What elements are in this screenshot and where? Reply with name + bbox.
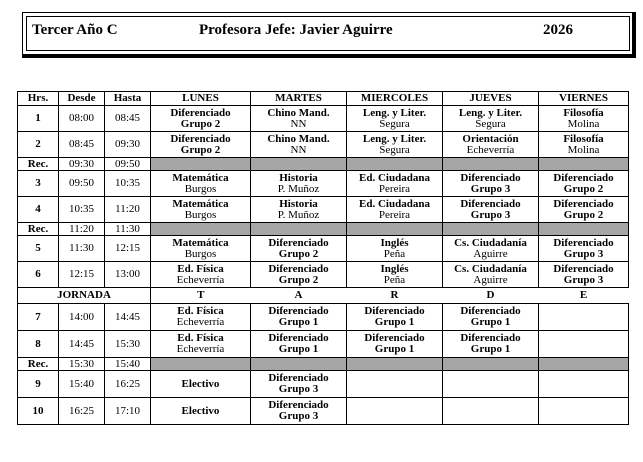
jornada-letter: A <box>251 288 347 304</box>
class-cell-miercoles <box>347 371 443 398</box>
group-label: Grupo 2 <box>278 273 319 286</box>
class-cell-martes <box>251 304 347 331</box>
time-to: 11:20 <box>105 197 151 223</box>
subject-name: Ed. Ciudadana <box>359 171 430 184</box>
class-cell-miercoles <box>347 331 443 358</box>
period-number: 3 <box>18 171 59 197</box>
subject-name: Matemática <box>172 236 229 249</box>
time-from: 12:15 <box>59 262 105 288</box>
recess-fill <box>151 358 251 371</box>
group-label: Grupo 3 <box>563 273 604 286</box>
period-row <box>18 236 629 262</box>
teacher-name: NN <box>290 143 307 156</box>
subject-name: Diferenciado <box>553 236 614 249</box>
recess-label: Rec. <box>18 158 59 171</box>
period-row <box>18 371 629 398</box>
class-cell-lunes <box>151 171 251 197</box>
recess-fill <box>539 358 629 371</box>
class-cell-viernes <box>539 132 629 158</box>
subject-name: Diferenciado <box>460 305 521 317</box>
teacher-name: Echeverría <box>176 273 225 286</box>
period-number: 5 <box>18 236 59 262</box>
course-title: Tercer Año C <box>32 22 118 38</box>
class-cell-lunes <box>151 331 251 358</box>
time-to: 10:35 <box>105 171 151 197</box>
teacher-name: Echeverría <box>176 316 225 328</box>
teacher-name: Peña <box>383 273 406 286</box>
time-from: 14:45 <box>59 331 105 358</box>
subject-name: Leng. y Liter. <box>362 132 427 145</box>
recess-fill <box>443 158 539 171</box>
subject-name: Filosofía <box>563 106 604 119</box>
group-label: Grupo 3 <box>278 410 319 422</box>
teacher-name: Molina <box>567 117 600 130</box>
column-header-martes: MARTES <box>251 92 347 106</box>
subject-name: Electivo <box>181 404 220 417</box>
class-cell-miercoles <box>347 236 443 262</box>
class-cell-viernes <box>539 331 629 358</box>
class-cell-martes <box>251 171 347 197</box>
subject-name: Leng. y Liter. <box>362 106 427 119</box>
schedule-table <box>17 91 629 425</box>
time-from: 14:00 <box>59 304 105 331</box>
group-label: Grupo 1 <box>278 316 319 328</box>
subject-name: Leng. y Liter. <box>458 106 523 119</box>
period-row <box>18 331 629 358</box>
subject-name: Diferenciado <box>364 305 425 317</box>
recess-row <box>18 358 629 371</box>
teacher-name: P. Muñoz <box>277 182 320 195</box>
class-cell-miercoles <box>347 304 443 331</box>
subject-name: Diferenciado <box>553 197 614 210</box>
class-cell-lunes <box>151 236 251 262</box>
column-header-viernes: VIERNES <box>539 92 629 106</box>
subject-name: Electivo <box>181 377 220 390</box>
time-to: 11:30 <box>105 223 151 236</box>
subject-name: Ed. Física <box>177 305 224 317</box>
recess-row <box>18 223 629 236</box>
class-cell-lunes <box>151 304 251 331</box>
recess-fill <box>251 358 347 371</box>
time-to: 08:45 <box>105 106 151 132</box>
jornada-letter: E <box>539 288 629 304</box>
jornada-letter: R <box>347 288 443 304</box>
class-cell-miercoles <box>347 262 443 288</box>
class-cell-martes <box>251 132 347 158</box>
recess-fill <box>151 223 251 236</box>
column-header-hasta: Hasta <box>105 92 151 106</box>
group-label: Grupo 1 <box>374 343 415 355</box>
time-from: 11:20 <box>59 223 105 236</box>
subject-name: Diferenciado <box>268 399 329 411</box>
class-cell-jueves <box>443 106 539 132</box>
group-label: Grupo 3 <box>278 383 319 395</box>
time-from: 15:40 <box>59 371 105 398</box>
class-cell-miercoles <box>347 106 443 132</box>
subject-name: Diferenciado <box>553 262 614 275</box>
column-header-miercoles: MIERCOLES <box>347 92 443 106</box>
time-from: 09:30 <box>59 158 105 171</box>
subject-name: Ed. Física <box>177 332 224 344</box>
time-to: 16:25 <box>105 371 151 398</box>
class-cell-viernes <box>539 371 629 398</box>
time-to: 12:15 <box>105 236 151 262</box>
recess-fill <box>539 158 629 171</box>
class-cell-jueves <box>443 132 539 158</box>
class-cell-jueves <box>443 398 539 425</box>
class-cell-martes <box>251 398 347 425</box>
group-label: Grupo 2 <box>278 247 319 260</box>
subject-name: Diferenciado <box>268 305 329 317</box>
period-number: 2 <box>18 132 59 158</box>
teacher-name: Burgos <box>184 247 217 260</box>
recess-fill <box>347 358 443 371</box>
subject-name: Diferenciado <box>268 332 329 344</box>
teacher-name: Segura <box>475 117 506 130</box>
group-label: Grupo 3 <box>470 208 511 221</box>
class-cell-viernes <box>539 171 629 197</box>
teacher-name: Burgos <box>184 182 217 195</box>
class-cell-lunes <box>151 398 251 425</box>
period-number: 6 <box>18 262 59 288</box>
period-row <box>18 106 629 132</box>
teacher-name: Peña <box>383 247 406 260</box>
teacher-name: Aguirre <box>473 247 508 260</box>
class-cell-jueves <box>443 197 539 223</box>
time-from: 09:50 <box>59 171 105 197</box>
teacher-name: Segura <box>379 117 410 130</box>
teacher-name: Aguirre <box>473 273 508 286</box>
subject-name: Diferenciado <box>460 332 521 344</box>
time-from: 11:30 <box>59 236 105 262</box>
class-cell-martes <box>251 262 347 288</box>
subject-name: Matemática <box>172 197 229 210</box>
teacher-name: Segura <box>379 143 410 156</box>
column-header-jueves: JUEVES <box>443 92 539 106</box>
subject-name: Diferenciado <box>170 106 231 119</box>
group-label: Grupo 2 <box>563 182 604 195</box>
subject-name: Matemática <box>172 171 229 184</box>
period-number: 7 <box>18 304 59 331</box>
time-from: 08:45 <box>59 132 105 158</box>
group-label: Grupo 1 <box>278 343 319 355</box>
class-cell-viernes <box>539 197 629 223</box>
class-cell-viernes <box>539 106 629 132</box>
column-header-hrs: Hrs. <box>18 92 59 106</box>
recess-fill <box>347 223 443 236</box>
recess-fill <box>539 223 629 236</box>
year-label: 2026 <box>543 22 573 38</box>
class-cell-lunes <box>151 106 251 132</box>
jornada-row <box>18 288 629 304</box>
class-cell-lunes <box>151 197 251 223</box>
class-cell-jueves <box>443 331 539 358</box>
time-to: 17:10 <box>105 398 151 425</box>
class-cell-jueves <box>443 236 539 262</box>
subject-name: Cs. Ciudadanía <box>454 262 527 275</box>
group-label: Grupo 2 <box>180 143 221 156</box>
class-cell-lunes <box>151 132 251 158</box>
subject-name: Diferenciado <box>268 236 329 249</box>
subject-name: Inglés <box>380 236 409 249</box>
teacher-name: Burgos <box>184 208 217 221</box>
subject-name: Historia <box>279 197 318 210</box>
class-cell-miercoles <box>347 197 443 223</box>
group-label: Grupo 3 <box>563 247 604 260</box>
class-cell-jueves <box>443 304 539 331</box>
period-row <box>18 132 629 158</box>
recess-fill <box>443 358 539 371</box>
class-cell-lunes <box>151 262 251 288</box>
group-label: Grupo 2 <box>180 117 221 130</box>
teacher-name: Pereira <box>378 208 411 221</box>
teacher-name: Pereira <box>378 182 411 195</box>
period-number: 10 <box>18 398 59 425</box>
time-to: 13:00 <box>105 262 151 288</box>
teacher-name: Echeverría <box>466 143 515 156</box>
class-cell-martes <box>251 197 347 223</box>
recess-fill <box>443 223 539 236</box>
class-cell-jueves <box>443 171 539 197</box>
group-label: Grupo 1 <box>470 316 511 328</box>
subject-name: Diferenciado <box>364 332 425 344</box>
period-number: 9 <box>18 371 59 398</box>
period-number: 1 <box>18 106 59 132</box>
jornada-label: JORNADA <box>18 288 151 304</box>
subject-name: Diferenciado <box>460 197 521 210</box>
subject-name: Cs. Ciudadanía <box>454 236 527 249</box>
jornada-letter: T <box>151 288 251 304</box>
time-from: 10:35 <box>59 197 105 223</box>
subject-name: Historia <box>279 171 318 184</box>
class-cell-viernes <box>539 304 629 331</box>
subject-name: Inglés <box>380 262 409 275</box>
header-row <box>18 92 629 106</box>
class-cell-jueves <box>443 371 539 398</box>
time-from: 16:25 <box>59 398 105 425</box>
time-from: 15:30 <box>59 358 105 371</box>
subject-name: Ed. Física <box>177 262 224 275</box>
group-label: Grupo 1 <box>374 316 415 328</box>
time-to: 09:50 <box>105 158 151 171</box>
subject-name: Ed. Ciudadana <box>359 197 430 210</box>
recess-row <box>18 158 629 171</box>
teacher-name: Echeverría <box>176 343 225 355</box>
class-cell-jueves <box>443 262 539 288</box>
teacher-name: NN <box>290 117 307 130</box>
jornada-letter: D <box>443 288 539 304</box>
period-row <box>18 262 629 288</box>
time-to: 15:40 <box>105 358 151 371</box>
class-cell-viernes <box>539 236 629 262</box>
column-header-lunes: LUNES <box>151 92 251 106</box>
class-cell-viernes <box>539 262 629 288</box>
recess-label: Rec. <box>18 358 59 371</box>
group-label: Grupo 3 <box>470 182 511 195</box>
time-to: 14:45 <box>105 304 151 331</box>
subject-name: Diferenciado <box>268 262 329 275</box>
period-row <box>18 398 629 425</box>
subject-name: Diferenciado <box>268 372 329 384</box>
recess-fill <box>151 158 251 171</box>
subject-name: Chino Mand. <box>267 106 330 119</box>
subject-name: Chino Mand. <box>267 132 330 145</box>
class-cell-miercoles <box>347 171 443 197</box>
subject-name: Diferenciado <box>170 132 231 145</box>
class-cell-viernes <box>539 398 629 425</box>
period-number: 8 <box>18 331 59 358</box>
class-cell-martes <box>251 371 347 398</box>
recess-fill <box>251 223 347 236</box>
group-label: Grupo 2 <box>563 208 604 221</box>
class-cell-lunes <box>151 371 251 398</box>
class-cell-miercoles <box>347 398 443 425</box>
period-row <box>18 197 629 223</box>
column-header-desde: Desde <box>59 92 105 106</box>
group-label: Grupo 1 <box>470 343 511 355</box>
recess-fill <box>347 158 443 171</box>
teacher-name: P. Muñoz <box>277 208 320 221</box>
subject-name: Filosofía <box>563 132 604 145</box>
period-number: 4 <box>18 197 59 223</box>
period-row <box>18 171 629 197</box>
time-to: 09:30 <box>105 132 151 158</box>
subject-name: Diferenciado <box>553 171 614 184</box>
class-cell-martes <box>251 331 347 358</box>
teacher-name: Molina <box>567 143 600 156</box>
period-row <box>18 304 629 331</box>
recess-label: Rec. <box>18 223 59 236</box>
recess-fill <box>251 158 347 171</box>
subject-name: Orientación <box>462 132 519 145</box>
subject-name: Diferenciado <box>460 171 521 184</box>
teacher-title: Profesora Jefe: Javier Aguirre <box>199 22 393 38</box>
time-from: 08:00 <box>59 106 105 132</box>
class-cell-martes <box>251 106 347 132</box>
class-cell-miercoles <box>347 132 443 158</box>
time-to: 15:30 <box>105 331 151 358</box>
class-cell-martes <box>251 236 347 262</box>
